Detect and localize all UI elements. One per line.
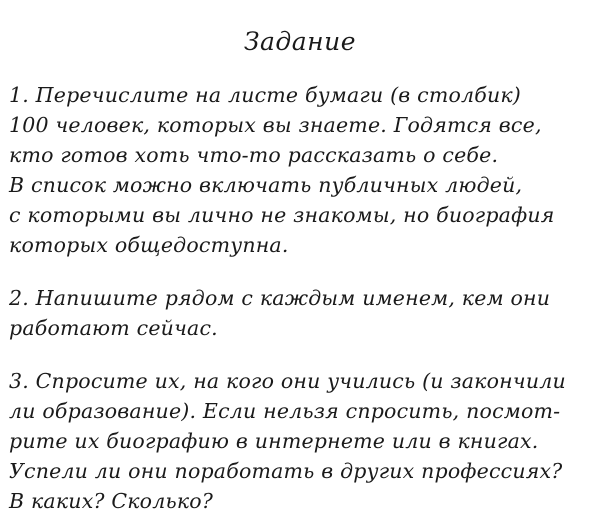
- task-1-line-1: 1. Перечислите на листе бумаги (в столбик): [9, 83, 522, 107]
- task-2-line-2: работают сейчас.: [9, 316, 218, 340]
- task-1-line-6: которых общедоступна.: [9, 233, 289, 257]
- task-3-line-4: Успели ли они поработать в других профессиях?: [9, 459, 563, 483]
- task-3-line-5: В каких? Сколько?: [9, 489, 214, 513]
- task-3-line-2: ли образование). Если нельзя спросить, посмот-: [9, 399, 561, 423]
- task-1-line-5: с которыми вы лично не знакомы, но биография: [9, 203, 555, 227]
- task-3-line-1: 3. Спросите их, на кого они учились (и закончили: [9, 369, 566, 393]
- task-2-line-1: 2. Напишите рядом с каждым именем, кем они: [9, 286, 551, 310]
- task-1-line-4: В список можно включать публичных людей,: [9, 173, 523, 197]
- task-3-line-3: рите их биографию в интернете или в книгах.: [9, 429, 539, 453]
- task-1-line-2: 100 человек, которых вы знаете. Годятся все,: [9, 113, 542, 137]
- task-1-line-3: кто готов хоть что-то рассказать о себе.: [9, 143, 499, 167]
- page-title: Задание: [243, 27, 357, 56]
